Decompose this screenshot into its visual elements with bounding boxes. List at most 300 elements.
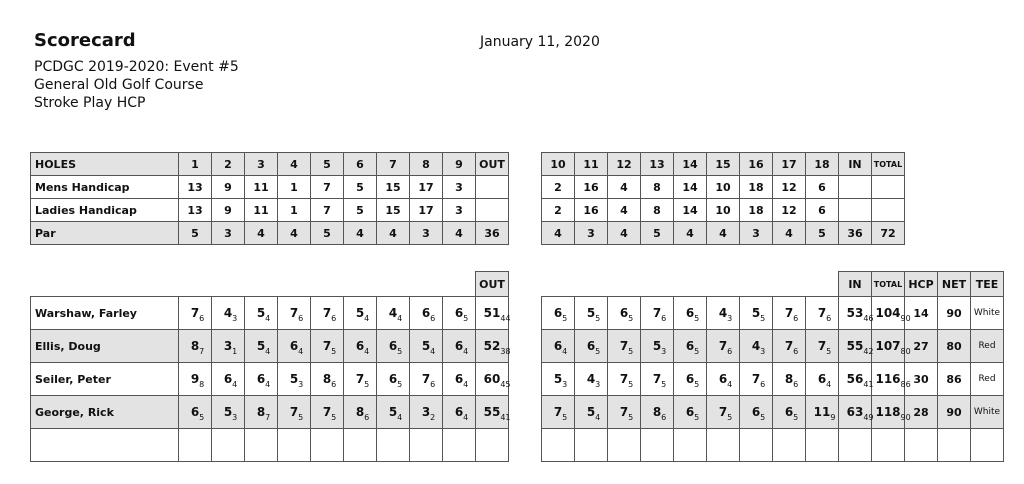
course-value: 16: [575, 176, 608, 199]
gross-score: 7 6: [421, 371, 436, 389]
net-score: 5: [826, 346, 832, 356]
net-score: 6: [331, 379, 337, 389]
empty-cell: [938, 429, 971, 462]
player-name: Warshaw, Farley: [31, 297, 179, 330]
net-score: 38: [500, 346, 511, 356]
net-score: 90: [900, 412, 911, 422]
empty-header: [608, 272, 641, 297]
gross-score: 6 4: [289, 338, 304, 356]
net-score: 5: [694, 313, 700, 323]
hole-number-header: 3: [245, 153, 278, 176]
course-value: 4: [773, 222, 806, 245]
gross-score: 6 4: [256, 371, 271, 389]
gross-score: 6 4: [553, 338, 568, 356]
gross-score: 6 5: [619, 305, 634, 323]
hole-score: [311, 297, 344, 330]
course-value: 72: [872, 222, 905, 245]
empty-cell: [443, 429, 476, 462]
hole-score: [278, 330, 311, 363]
hole-score: [707, 330, 740, 363]
course-value: 15: [377, 176, 410, 199]
net-score: 6: [364, 412, 370, 422]
hole-score: [443, 330, 476, 363]
net-score: 4: [463, 379, 469, 389]
hole-number-header: 15: [707, 153, 740, 176]
gross-score: 6 4: [718, 371, 733, 389]
gross-score: 7 5: [322, 404, 337, 422]
course-value: 12: [773, 199, 806, 222]
empty-cell: [806, 429, 839, 462]
course-value: 1: [278, 199, 311, 222]
hole-number-header: TOTAL: [872, 153, 905, 176]
net-score: 3: [661, 346, 667, 356]
net-score: 5: [793, 412, 799, 422]
gross-score: 8 6: [355, 404, 370, 422]
hole-score: [410, 396, 443, 429]
gross-score: 7 6: [784, 338, 799, 356]
net-value: 90: [938, 297, 971, 330]
net-score: 4: [265, 313, 271, 323]
gross-score: 116 86: [875, 371, 911, 389]
hole-score: [212, 330, 245, 363]
gross-score: 7 6: [322, 305, 337, 323]
course-value: 11: [245, 176, 278, 199]
course-value: [839, 199, 872, 222]
tee-value: White: [971, 396, 1004, 429]
gross-score: 9 8: [190, 371, 205, 389]
empty-header: [410, 272, 443, 297]
total-score: [872, 297, 911, 330]
gross-score: 11 9: [813, 404, 836, 422]
net-score: 3: [232, 313, 238, 323]
hole-score: [674, 297, 707, 330]
net-score: 3: [298, 379, 304, 389]
empty-header: [575, 272, 608, 297]
net-score: 5: [199, 412, 205, 422]
hole-number-header: 13: [641, 153, 674, 176]
course-value: 13: [179, 176, 212, 199]
hole-score: [443, 396, 476, 429]
course-value: 4: [245, 222, 278, 245]
column-gap: [509, 429, 542, 462]
gross-score: 6 5: [388, 371, 403, 389]
event-date: January 11, 2020: [480, 34, 600, 50]
player-name: Ellis, Doug: [31, 330, 179, 363]
course-value: 16: [575, 199, 608, 222]
hole-score: [245, 297, 278, 330]
course-value: [476, 176, 509, 199]
net-score: 5: [397, 346, 403, 356]
course-value: 18: [740, 176, 773, 199]
gross-score: 6 5: [685, 338, 700, 356]
handicap-value: 27: [905, 330, 938, 363]
hole-score: [575, 396, 608, 429]
empty-cell: [410, 429, 443, 462]
net-score: 5: [694, 412, 700, 422]
course-value: 6: [806, 199, 839, 222]
hole-score: [641, 297, 674, 330]
net-score: 5: [595, 313, 601, 323]
page-title: Scorecard: [34, 30, 136, 51]
net-score: 4: [595, 412, 601, 422]
gross-score: 6 5: [685, 404, 700, 422]
gross-score: 51 44: [483, 305, 511, 323]
out-score: [476, 330, 509, 363]
course-value: 5: [806, 222, 839, 245]
hole-score: [575, 363, 608, 396]
net-score: 3: [760, 346, 766, 356]
net-score: 4: [826, 379, 832, 389]
tee-header: TEE: [971, 272, 1004, 297]
gross-score: 7 5: [652, 371, 667, 389]
hole-number-header: 6: [344, 153, 377, 176]
hole-score: [311, 330, 344, 363]
course-value: 4: [278, 222, 311, 245]
gross-score: 3 2: [421, 404, 436, 422]
gross-score: 4 3: [223, 305, 238, 323]
column-gap: [509, 199, 542, 222]
gross-score: 5 4: [256, 338, 271, 356]
net-score: 6: [298, 313, 304, 323]
net-score: 44: [500, 313, 511, 323]
course-value: 15: [377, 199, 410, 222]
gross-score: 5 3: [652, 338, 667, 356]
empty-cell: [707, 429, 740, 462]
hole-score: [773, 330, 806, 363]
hole-score: [608, 297, 641, 330]
hole-number-header: 10: [542, 153, 575, 176]
empty-player-row: [31, 429, 1004, 462]
gross-score: 52 38: [483, 338, 511, 356]
gross-score: 7 5: [355, 371, 370, 389]
row-label: Par: [31, 222, 179, 245]
course-value: 5: [344, 199, 377, 222]
net-score: 5: [628, 313, 634, 323]
net-score: 5: [760, 313, 766, 323]
hole-score: [608, 363, 641, 396]
course-row: [31, 199, 905, 222]
empty-cell: [971, 429, 1004, 462]
hole-score: [344, 330, 377, 363]
net-score: 5: [331, 412, 337, 422]
net-value: 80: [938, 330, 971, 363]
net-score: 4: [430, 346, 436, 356]
empty-cell: [31, 429, 179, 462]
gross-score: 3 1: [223, 338, 238, 356]
net-score: 5: [463, 313, 469, 323]
net-score: 4: [463, 346, 469, 356]
hole-score: [278, 297, 311, 330]
gross-score: 6 5: [751, 404, 766, 422]
course-value: 5: [344, 176, 377, 199]
net-score: 9: [830, 412, 836, 422]
scores-header-row: [31, 272, 1004, 297]
row-label: Ladies Handicap: [31, 199, 179, 222]
net-score: 4: [562, 346, 568, 356]
empty-cell: [674, 429, 707, 462]
course-value: [476, 199, 509, 222]
player-name: George, Rick: [31, 396, 179, 429]
hole-score: [278, 396, 311, 429]
empty-header: [31, 272, 179, 297]
empty-header: [179, 272, 212, 297]
course-value: 3: [443, 176, 476, 199]
gross-score: 6 4: [223, 371, 238, 389]
empty-cell: [212, 429, 245, 462]
course-value: 14: [674, 199, 707, 222]
hole-score: [245, 363, 278, 396]
course-value: 4: [707, 222, 740, 245]
net-score: 6: [661, 412, 667, 422]
course-value: 11: [245, 199, 278, 222]
net-score: 6: [199, 313, 205, 323]
out-score: [476, 363, 509, 396]
hole-score: [179, 330, 212, 363]
net-score: 4: [232, 379, 238, 389]
course-value: 4: [443, 222, 476, 245]
hole-number-header: 12: [608, 153, 641, 176]
hole-score: [179, 396, 212, 429]
empty-header: [740, 272, 773, 297]
gross-score: 4 3: [718, 305, 733, 323]
course-value: 3: [575, 222, 608, 245]
course-value: 14: [674, 176, 707, 199]
net-score: 3: [727, 313, 733, 323]
in-score: [839, 396, 872, 429]
course-value: 3: [212, 222, 245, 245]
hole-score: [410, 297, 443, 330]
net-score: 6: [661, 313, 667, 323]
gross-score: 55 42: [846, 338, 874, 356]
net-score: 6: [793, 346, 799, 356]
empty-cell: [905, 429, 938, 462]
gross-score: 5 4: [388, 404, 403, 422]
net-score: 7: [265, 412, 271, 422]
hole-score: [740, 396, 773, 429]
net-score: 5: [628, 412, 634, 422]
net-score: 5: [364, 379, 370, 389]
gross-score: 6 4: [454, 404, 469, 422]
course-value: 4: [344, 222, 377, 245]
gross-score: 5 4: [256, 305, 271, 323]
net-score: 6: [826, 313, 832, 323]
empty-header: [245, 272, 278, 297]
hole-number-header: 1: [179, 153, 212, 176]
course-value: 5: [179, 222, 212, 245]
gross-score: 6 4: [454, 338, 469, 356]
net-score: 86: [900, 379, 911, 389]
empty-header: [707, 272, 740, 297]
net-value: 90: [938, 396, 971, 429]
empty-cell: [311, 429, 344, 462]
gross-score: 7 6: [718, 338, 733, 356]
hole-number-header: 14: [674, 153, 707, 176]
hole-number-header: 8: [410, 153, 443, 176]
hole-score: [212, 396, 245, 429]
in-score: [839, 297, 872, 330]
empty-cell: [839, 429, 872, 462]
gross-score: 8 7: [190, 338, 205, 356]
gross-score: 55 41: [483, 404, 511, 422]
hole-score: [773, 363, 806, 396]
gross-score: 6 4: [355, 338, 370, 356]
empty-cell: [344, 429, 377, 462]
gross-score: 107 80: [875, 338, 911, 356]
net-score: 6: [331, 313, 337, 323]
empty-header: [641, 272, 674, 297]
out-header: OUT: [476, 272, 509, 297]
empty-cell: [773, 429, 806, 462]
hole-score: [641, 330, 674, 363]
hole-score: [410, 363, 443, 396]
tee-value: Red: [971, 330, 1004, 363]
gross-score: 6 5: [784, 404, 799, 422]
hole-score: [641, 396, 674, 429]
net-score: 5: [694, 379, 700, 389]
empty-header: [344, 272, 377, 297]
course-name: General Old Golf Course: [34, 77, 204, 93]
hole-number-header: 2: [212, 153, 245, 176]
hole-score: [773, 297, 806, 330]
course-value: 4: [608, 199, 641, 222]
course-value: 4: [608, 176, 641, 199]
course-value: 3: [410, 222, 443, 245]
net-score: 6: [793, 313, 799, 323]
player-row: [31, 297, 1004, 330]
hole-score: [575, 330, 608, 363]
gross-score: 7 5: [619, 371, 634, 389]
net-score: 41: [500, 412, 511, 422]
hole-number-header: 11: [575, 153, 608, 176]
in-score: [839, 330, 872, 363]
hole-score: [344, 297, 377, 330]
gross-score: 53 46: [846, 305, 874, 323]
net-score: 4: [727, 379, 733, 389]
in-score: [839, 363, 872, 396]
gross-score: 8 6: [784, 371, 799, 389]
net-score: 6: [760, 379, 766, 389]
net-score: 5: [595, 346, 601, 356]
holes-label: HOLES: [31, 153, 179, 176]
player-row: [31, 330, 1004, 363]
gross-score: 6 5: [685, 371, 700, 389]
empty-cell: [542, 429, 575, 462]
course-row: [31, 222, 905, 245]
gross-score: 56 41: [846, 371, 874, 389]
gross-score: 5 5: [586, 305, 601, 323]
hole-number-header: 17: [773, 153, 806, 176]
empty-header: [443, 272, 476, 297]
gross-score: 7 6: [817, 305, 832, 323]
empty-header: [674, 272, 707, 297]
hole-score: [542, 297, 575, 330]
course-value: 12: [773, 176, 806, 199]
net-score: 5: [562, 412, 568, 422]
hole-score: [179, 297, 212, 330]
hole-score: [344, 396, 377, 429]
hole-score: [674, 396, 707, 429]
hole-score: [740, 363, 773, 396]
column-gap: [509, 176, 542, 199]
hole-score: [707, 363, 740, 396]
course-value: 36: [839, 222, 872, 245]
column-gap: [509, 153, 542, 176]
course-value: [872, 176, 905, 199]
hole-score: [806, 363, 839, 396]
hole-score: [806, 396, 839, 429]
net-score: 42: [863, 346, 874, 356]
hole-score: [377, 297, 410, 330]
empty-header: [278, 272, 311, 297]
hole-score: [806, 297, 839, 330]
course-table: [30, 152, 905, 245]
play-format: Stroke Play HCP: [34, 95, 146, 111]
hole-score: [608, 396, 641, 429]
course-value: 3: [740, 222, 773, 245]
gross-score: 6 5: [553, 305, 568, 323]
net-score: 6: [793, 379, 799, 389]
gross-score: 5 3: [289, 371, 304, 389]
gross-score: 6 6: [421, 305, 436, 323]
gross-score: 6 5: [388, 338, 403, 356]
hole-score: [212, 297, 245, 330]
in-header: IN: [839, 272, 872, 297]
net-score: 5: [661, 379, 667, 389]
course-value: 5: [311, 222, 344, 245]
gross-score: 7 6: [652, 305, 667, 323]
course-value: 10: [707, 199, 740, 222]
empty-cell: [476, 429, 509, 462]
holes-header-row: [31, 153, 905, 176]
course-value: 2: [542, 199, 575, 222]
hole-score: [707, 396, 740, 429]
gross-score: 6 5: [190, 404, 205, 422]
course-value: 4: [608, 222, 641, 245]
empty-header: [377, 272, 410, 297]
net-score: 6: [430, 313, 436, 323]
course-value: 1: [278, 176, 311, 199]
gross-score: 118 90: [875, 404, 911, 422]
net-score: 3: [595, 379, 601, 389]
course-value: 8: [641, 176, 674, 199]
total-score: [872, 330, 911, 363]
course-value: [872, 199, 905, 222]
hole-score: [806, 330, 839, 363]
empty-cell: [377, 429, 410, 462]
gross-score: 8 6: [652, 404, 667, 422]
hole-score: [410, 330, 443, 363]
hole-number-header: 7: [377, 153, 410, 176]
net-score: 2: [430, 412, 436, 422]
gross-score: 8 7: [256, 404, 271, 422]
course-value: 17: [410, 176, 443, 199]
gross-score: 7 6: [190, 305, 205, 323]
hole-score: [443, 297, 476, 330]
tee-value: White: [971, 297, 1004, 330]
course-value: [839, 176, 872, 199]
course-value: 4: [674, 222, 707, 245]
course-value: 13: [179, 199, 212, 222]
net-score: 4: [463, 412, 469, 422]
net-score: 5: [628, 346, 634, 356]
course-value: 7: [311, 176, 344, 199]
net-score: 8: [199, 379, 205, 389]
gross-score: 104 90: [875, 305, 911, 323]
hole-score: [377, 396, 410, 429]
column-gap: [509, 396, 542, 429]
hole-score: [641, 363, 674, 396]
hole-score: [608, 330, 641, 363]
